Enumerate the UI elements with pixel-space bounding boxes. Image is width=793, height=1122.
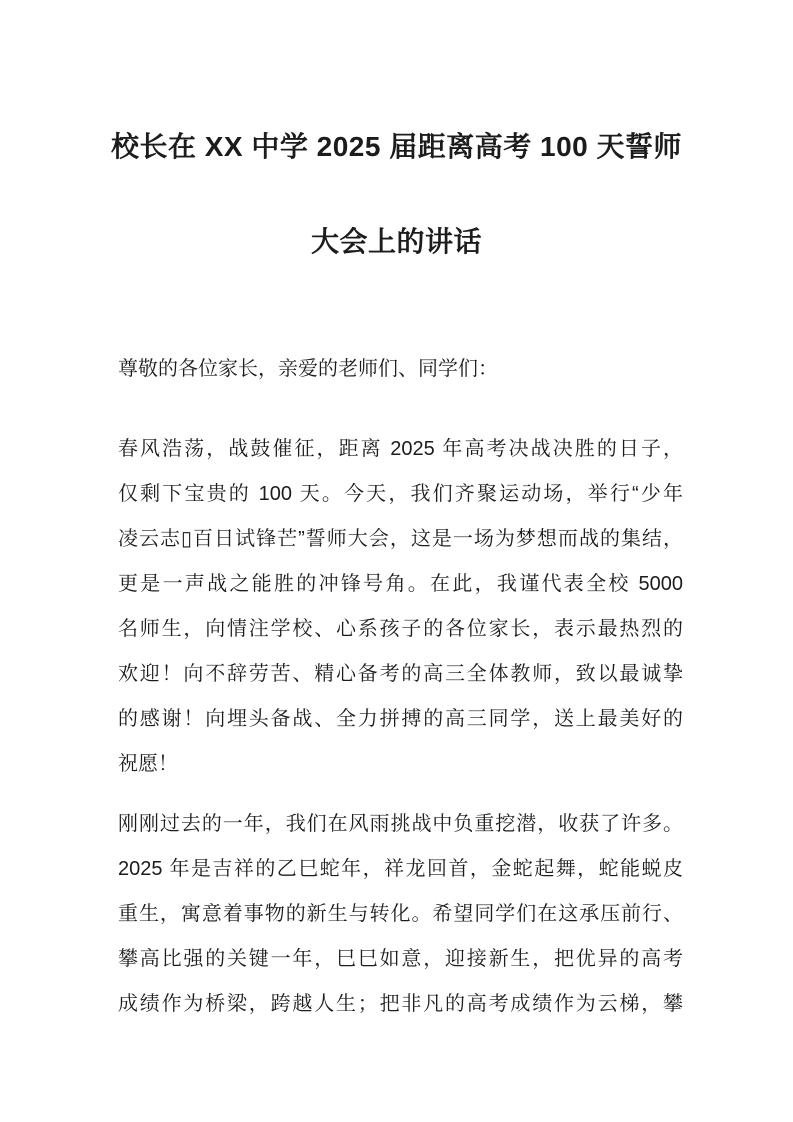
paragraph-2 [118,802,683,1027]
body-line: 凌云志▯百日试锋芒”誓师大会，这是一场为梦想而战的集结， [118,528,683,550]
document-title-line-2: 大会上的讲话 [310,226,482,257]
body-line: 的感谢！向埋头备战、全力拼搏的高三同学，送上最美好的 [118,708,683,730]
body-line: 刚刚过去的一年，我们在风雨挑战中负重挖潜，收获了许多。 [118,813,683,835]
body-line: 成绩作为桥梁，跨越人生；把非凡的高考成绩作为云梯，攀 [118,993,683,1015]
body-line: 2025 年是吉祥的乙巳蛇年，祥龙回首，金蛇起舞，蛇能蜕皮 [118,858,683,880]
document-title-line-1: 校长在 XX 中学 2025 届距离高考 100 天誓师 [110,131,683,162]
body-line: 仅剩下宝贵的 100 天。今天，我们齐聚运动场，举行“少年 [118,483,683,505]
body-line: 更是一声战之能胜的冲锋号角。在此，我谨代表全校 5000 [118,573,683,595]
body-line: 攀高比强的关键一年，巳巳如意，迎接新生，把优异的高考 [118,948,683,970]
body-line: 重生，寓意着事物的新生与转化。希望同学们在这承压前行、 [118,903,683,925]
greeting-line: 尊敬的各位家长，亲爱的老师们、同学们： [118,358,498,380]
body-line: 欢迎！向不辞劳苦、精心备考的高三全体教师，致以最诚挚 [118,663,683,685]
paragraph-1 [118,427,683,787]
body-line: 名师生，向情注学校、心系孩子的各位家长，表示最热烈的 [118,618,683,640]
document-body [118,347,683,1027]
body-line: 春风浩荡，战鼓催征，距离 2025 年高考决战决胜的日子， [118,438,683,460]
document-title [0,99,793,289]
body-line: 祝愿！ [118,753,178,775]
